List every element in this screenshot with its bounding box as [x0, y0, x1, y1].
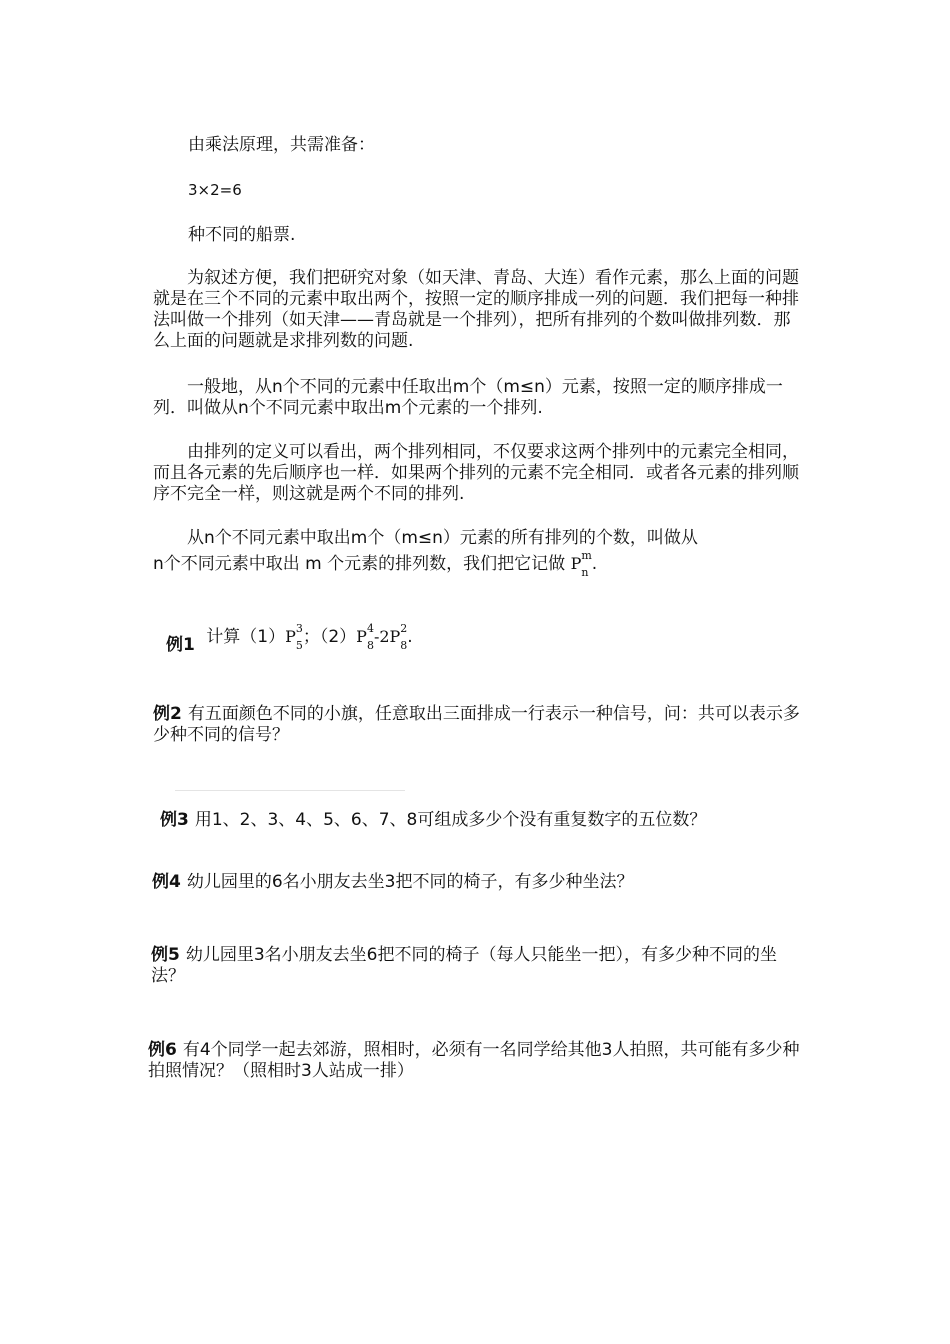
example-4-text: 幼儿园里的6名小朋友去坐3把不同的椅子，有多少种坐法？ — [186, 872, 634, 892]
paragraph-same-permutation: 由排列的定义可以看出，两个排列相同，不仅要求这两个排列中的元素完全相同，而且各元素的先后顺序也一样．如果两个排列的元素不完全相同．或者各元素的排列顺序不完全一样，则这就是两个不同的排列. — [153, 442, 799, 504]
example-1-text-a: 计算（1） — [206, 627, 286, 647]
divider — [175, 790, 405, 791]
example-6 — [148, 1040, 804, 1082]
example-4 — [152, 872, 802, 893]
example-2-text: 有五面颜色不同的小旗，任意取出三面排成一行表示一种信号，问：共可以表示多少种不同的信号？ — [153, 704, 800, 745]
text-multiplication-principle: 由乘法原理，共需准备： — [188, 135, 375, 155]
example-5 — [151, 945, 803, 987]
example-4-label: 例4 — [152, 872, 181, 892]
example-3 — [160, 810, 810, 831]
permutation-number-text: n个不同元素中取出 m 个元素的排列数，我们把它记做 — [153, 554, 566, 574]
example-1-text-d: . — [407, 627, 413, 647]
example-1-label: 例1 — [166, 635, 195, 655]
paragraph-element-definition: 为叙述方便，我们把研究对象（如天津、青岛、大连）看作元素，那么上面的问题就是在三个不同的元素中取出两个，按照一定的顺序排成一列的问题．我们把每一种排法叫做一个排列（如天津——青岛就是一个排列），把所有排列的个数叫做排列数．那么上面的问题就是求排列数的问题. — [153, 268, 799, 351]
example-2-label: 例2 — [153, 704, 182, 724]
example-5-label: 例5 — [151, 945, 180, 965]
example-6-label: 例6 — [148, 1040, 177, 1060]
example-5-text: 幼儿园里3名小朋友去坐6把不同的椅子（每人只能坐一把），有多少种不同的坐法？ — [151, 945, 777, 986]
example-1-symbol-1: P 3 5 — [285, 621, 303, 652]
permutation-number-line1: 从n个不同元素中取出m个（m≤n）元素的所有排列的个数，叫做从 — [187, 528, 698, 548]
example-1-symbol-2: P 4 8 — [356, 621, 374, 652]
example-1 — [166, 621, 413, 655]
example-2 — [153, 704, 803, 746]
example-1-symbol-3: P 2 8 — [389, 621, 408, 652]
example-1-text-b: ；（2） — [302, 627, 357, 647]
text-equation: 3×2=6 — [188, 181, 242, 199]
paragraph-permutation-definition: 一般地，从n个不同的元素中任取出m个（m≤n）元素，按照一定的顺序排成一列．叫做从n个不同元素中取出m个元素的一个排列. — [153, 377, 783, 418]
example-6-text: 有4个同学一起去郊游，照相时，必须有一名同学给其他3人拍照，共可能有多少种拍照情况？（照相时3人站成一排） — [148, 1040, 800, 1081]
permutation-number-line2: n个不同元素中取出 m 个元素的排列数，我们把它记做 P m n . — [153, 548, 598, 579]
paragraph-permutation-number — [153, 528, 813, 579]
example-3-text: 用1、2、3、4、5、6、7、8可组成多少个没有重复数字的五位数？ — [194, 810, 707, 830]
permutation-symbol: P m n — [570, 548, 592, 579]
example-3-label: 例3 — [160, 810, 189, 830]
text-ticket-kinds: 种不同的船票. — [188, 225, 296, 245]
example-1-text-c: -2 — [373, 627, 390, 646]
